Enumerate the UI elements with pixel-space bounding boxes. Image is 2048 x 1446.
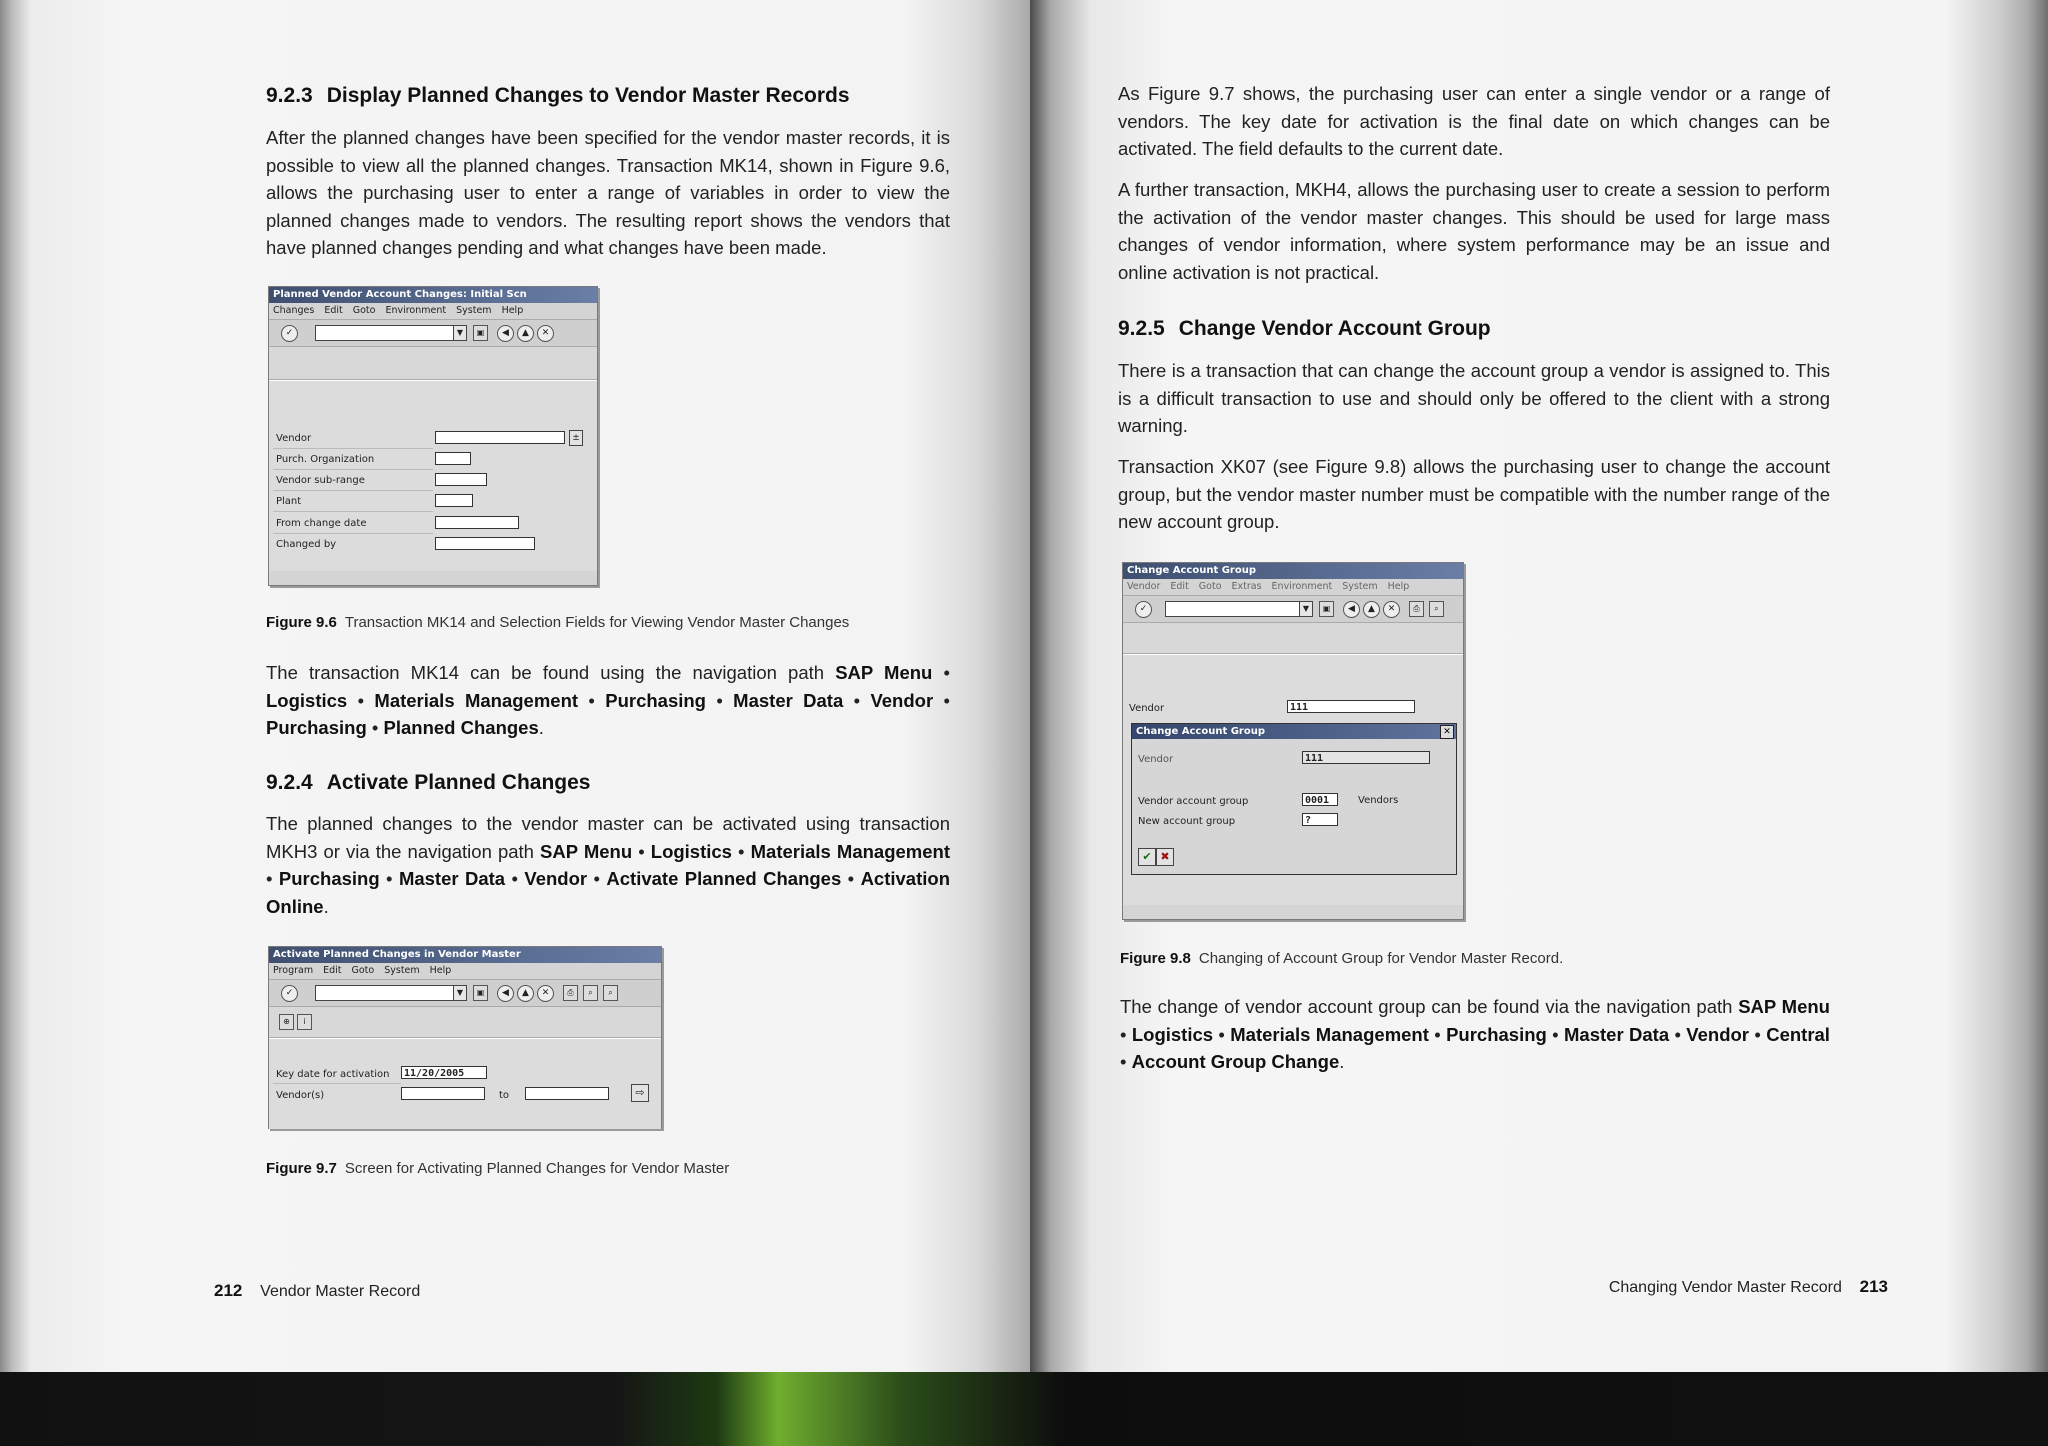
path-separator: • [1120, 1051, 1132, 1072]
page-folio-right [1448, 1277, 1888, 1297]
path-separator: • [731, 840, 751, 862]
field-label-new-account-group: New account group [1138, 816, 1236, 827]
menu-item[interactable]: Help [501, 305, 524, 316]
navigation-paragraph-mk14 [266, 659, 950, 742]
dialog-vendor-value: 111 [1302, 751, 1430, 764]
back-icon[interactable]: ◀ [497, 985, 514, 1002]
cancel-x-icon[interactable]: ✖ [1156, 848, 1174, 866]
paragraph-figure-9-7-explanation: As Figure 9.7 shows, the purchasing user can enter a single vendor or a range of vendors. The key date for activation is the final date on which changes can be activated. The field defaults to the current date. [1118, 83, 1830, 159]
path-step: SAP Menu [835, 662, 933, 683]
changed-by-input[interactable] [435, 537, 535, 550]
path-step: SAP Menu [1738, 996, 1830, 1017]
path-step: Master Data [733, 689, 844, 711]
field-label-purch-org: Purch. Organization [276, 454, 375, 465]
paragraph-text: The change of vendor account group can be found via the navigation path [1120, 996, 1739, 1017]
running-title: Vendor Master Record [260, 1283, 421, 1300]
path-step: Purchasing [1446, 1023, 1547, 1045]
info-icon[interactable]: i [297, 1014, 312, 1030]
vendor-subrange-input[interactable] [435, 473, 487, 486]
path-separator: • [932, 662, 950, 683]
menu-bar [1123, 579, 1463, 595]
cancel-icon[interactable]: ✕ [537, 325, 554, 342]
back-icon[interactable]: ◀ [1343, 601, 1360, 618]
path-step: Master Data [398, 868, 506, 889]
path-separator: • [1120, 1023, 1132, 1045]
standard-toolbar [1123, 595, 1463, 623]
menu-item[interactable]: Goto [352, 305, 376, 316]
caption-text: Changing of Account Group for Vendor Master Record. [1198, 950, 1564, 967]
section-number: 9.2.3 [266, 84, 313, 107]
page-folio-left [214, 1281, 614, 1301]
save-icon[interactable]: ▣ [473, 325, 488, 341]
section-heading-9-2-5 [1118, 317, 1830, 341]
section-title: Change Vendor Account Group [1178, 317, 1491, 340]
main-panel [1123, 654, 1463, 905]
path-step: Vendor [870, 689, 934, 711]
multiple-selection-arrow-icon[interactable]: ⇨ [631, 1084, 649, 1102]
path-separator: • [505, 868, 525, 889]
row-divider [273, 490, 433, 491]
row-divider [273, 533, 433, 534]
find-icon[interactable]: ⌕ [1429, 601, 1444, 617]
navigation-paragraph-mkh3 [266, 810, 950, 920]
menu-item[interactable]: Vendor [1127, 581, 1161, 592]
enter-check-icon[interactable]: ✓ [281, 325, 298, 342]
menu-item[interactable]: System [384, 965, 420, 976]
path-step: SAP Menu [540, 840, 633, 862]
field-label-account-group: Vendor account group [1138, 796, 1249, 807]
path-separator: • [587, 868, 607, 889]
close-icon[interactable]: ✕ [1440, 725, 1454, 739]
background-strip [0, 1360, 2048, 1446]
path-separator: • [1213, 1023, 1231, 1045]
vendor-input[interactable] [435, 431, 565, 444]
account-group-value: 0001 [1302, 793, 1338, 806]
menu-item[interactable]: Program [273, 965, 314, 976]
path-separator: • [843, 689, 871, 711]
menu-item[interactable]: Edit [1170, 581, 1189, 592]
path-separator: • [841, 868, 861, 889]
field-label-vendor: Vendor [276, 433, 312, 444]
new-account-group-input[interactable]: ? [1302, 813, 1338, 826]
menu-item[interactable]: System [1342, 581, 1378, 592]
multiple-selection-icon[interactable]: ± [569, 430, 583, 446]
selection-panel [269, 380, 597, 571]
row-divider [273, 448, 433, 449]
figure-caption-9-6 [266, 614, 966, 631]
selection-panel [269, 1038, 661, 1129]
path-separator: • [1428, 1023, 1447, 1045]
back-icon[interactable]: ◀ [497, 325, 514, 342]
field-label-changed-by: Changed by [276, 539, 337, 550]
cancel-icon[interactable]: ✕ [537, 985, 554, 1002]
path-step: Materials Management [374, 689, 579, 711]
command-field[interactable] [315, 985, 467, 1001]
path-separator: • [366, 717, 384, 738]
caption-label: Figure 9.7 [266, 1160, 337, 1177]
path-step: Logistics [1131, 1023, 1214, 1045]
menu-item[interactable]: Environment [385, 305, 447, 316]
save-icon[interactable]: ▣ [473, 985, 488, 1001]
enter-check-icon[interactable]: ✓ [281, 985, 298, 1002]
window-title: Change Account Group [1123, 563, 1463, 579]
menu-item[interactable]: Edit [324, 305, 343, 316]
paragraph-text: The transaction MK14 can be found using the navigation path [266, 662, 836, 683]
change-account-group-dialog [1131, 723, 1457, 875]
dialog-title [1132, 724, 1456, 739]
account-group-description: Vendors [1358, 795, 1399, 806]
cancel-icon[interactable]: ✕ [1383, 601, 1400, 618]
menu-item[interactable]: Goto [351, 965, 375, 976]
key-date-input[interactable]: 11/20/2005 [401, 1066, 487, 1079]
path-step: Materials Management [1230, 1023, 1429, 1045]
section-number: 9.2.5 [1118, 317, 1165, 340]
path-separator: • [1669, 1023, 1687, 1045]
field-label-vendors: Vendor(s) [276, 1090, 325, 1101]
path-step: Logistics [266, 689, 348, 711]
path-separator: • [632, 840, 651, 862]
exit-icon[interactable]: ▲ [517, 985, 534, 1002]
path-separator: • [933, 689, 950, 711]
section-heading-9-2-4 [266, 771, 956, 795]
path-separator: • [1749, 1023, 1767, 1045]
path-step: Planned Changes [383, 717, 539, 738]
page-number: 213 [1859, 1277, 1888, 1296]
right-page [1030, 0, 2048, 1372]
path-separator: • [1546, 1023, 1565, 1045]
path-step: Purchasing [278, 868, 380, 889]
find-next-icon[interactable]: ⌕ [603, 985, 618, 1001]
field-label-from-change-date: From change date [276, 518, 367, 529]
menu-item[interactable]: Environment [1271, 581, 1333, 592]
menu-item[interactable]: Help [429, 965, 452, 976]
field-label-plant: Plant [276, 496, 302, 507]
field-label-vendor-subrange: Vendor sub-range [276, 475, 365, 486]
page-number: 212 [214, 1281, 243, 1300]
vendor-input[interactable]: 111 [1287, 700, 1415, 713]
path-step: Central [1766, 1023, 1830, 1045]
menu-item[interactable]: Edit [323, 965, 342, 976]
navigation-paragraph-account-group [1120, 993, 1830, 1076]
window-title: Activate Planned Changes in Vendor Master [269, 947, 661, 963]
path-step: Vendor [1686, 1023, 1750, 1045]
running-title: Changing Vendor Master Record [1608, 1279, 1842, 1296]
application-toolbar [269, 1007, 661, 1038]
confirm-check-icon[interactable]: ✔ [1138, 848, 1156, 866]
window-title: Planned Vendor Account Changes: Initial Scn [269, 287, 597, 303]
menu-item[interactable]: System [456, 305, 492, 316]
execute-icon[interactable]: ⊕ [279, 1014, 294, 1030]
row-divider [273, 511, 433, 512]
dropdown-icon[interactable]: ▼ [453, 326, 466, 340]
exit-icon[interactable]: ▲ [1363, 601, 1380, 618]
standard-toolbar [269, 979, 661, 1007]
section-paragraph: After the planned changes have been specified for the vendor master records, it is possible to view all the planned changes. Transaction MK14, shown in Figure 9.6, allows the purchasing user to enter a range of variables in order to view the planned changes made to vendors. The resulting report shows the vendors that have planned changes pending and what changes have been made. [266, 127, 950, 258]
row-divider [273, 1083, 401, 1084]
command-field[interactable] [315, 325, 467, 341]
application-toolbar [1123, 623, 1463, 654]
row-divider [273, 469, 433, 470]
field-label-dialog-vendor: Vendor [1138, 754, 1174, 765]
plant-input[interactable] [435, 494, 473, 507]
paragraph-xk07: Transaction XK07 (see Figure 9.8) allows the purchasing user to change the account group, but the vendor master number must be compatible with the number range of the new account group. [1118, 456, 1830, 532]
section-number: 9.2.4 [266, 771, 313, 794]
sap-window-mk14 [268, 286, 598, 586]
path-step: Purchasing [266, 717, 367, 738]
paragraph-account-group-warning: There is a transaction that can change the account group a vendor is assigned to. This is a difficult transaction to use and should only be offered to the client with a strong warning. [1118, 360, 1830, 436]
dropdown-icon[interactable]: ▼ [1299, 602, 1312, 616]
section-title: Activate Planned Changes [326, 771, 591, 794]
path-step: Vendor [524, 868, 588, 889]
find-icon[interactable]: ⌕ [583, 985, 598, 1001]
section-title: Display Planned Changes to Vendor Master Records [326, 84, 850, 107]
menu-item[interactable]: Goto [1198, 581, 1222, 592]
path-separator: • [266, 868, 279, 889]
path-step: Logistics [650, 840, 732, 862]
vendor-from-input[interactable] [401, 1087, 485, 1100]
purch-org-input[interactable] [435, 452, 471, 465]
application-toolbar [269, 347, 597, 380]
path-separator: . [538, 717, 544, 738]
caption-text: Transaction MK14 and Selection Fields for Viewing Vendor Master Changes [344, 614, 850, 631]
path-separator: • [347, 689, 375, 711]
paragraph-mkh4: A further transaction, MKH4, allows the purchasing user to create a session to perform the activation of the vendor master changes. This should be used for large mass changes of vendor information, where system performance may be an issue and online activation is not practical. [1118, 179, 1830, 283]
dropdown-icon[interactable]: ▼ [453, 986, 466, 1000]
from-change-date-input[interactable] [435, 516, 519, 529]
path-step: Master Data [1564, 1023, 1670, 1045]
menu-item[interactable]: Help [1387, 581, 1410, 592]
path-step: Activate Planned Changes [606, 868, 842, 889]
path-separator: • [379, 868, 399, 889]
sap-window-mkh3 [268, 946, 662, 1129]
save-icon[interactable]: ▣ [1319, 601, 1334, 617]
menu-item[interactable]: Changes [273, 305, 315, 316]
paragraph-text: The planned changes to the vendor master can be activated using transaction MKH3 or via the navigation path [266, 813, 950, 862]
path-step: Activation Online [266, 868, 950, 917]
menu-bar [269, 303, 597, 319]
path-step: Account Group Change [1131, 1051, 1340, 1072]
left-page [0, 0, 1030, 1372]
path-separator: . [323, 895, 329, 917]
path-separator: . [1339, 1051, 1345, 1072]
command-field[interactable] [1165, 601, 1313, 617]
figure-caption-9-7 [266, 1160, 966, 1177]
path-step: Materials Management [750, 840, 950, 862]
field-label-key-date: Key date for activation [276, 1069, 390, 1080]
caption-label: Figure 9.8 [1120, 950, 1191, 967]
enter-check-icon[interactable]: ✓ [1135, 601, 1152, 618]
caption-text: Screen for Activating Planned Changes for Vendor Master [344, 1160, 730, 1177]
standard-toolbar [269, 319, 597, 347]
path-separator: • [578, 689, 606, 711]
print-icon[interactable]: ⎙ [563, 985, 578, 1001]
vendor-to-input[interactable] [525, 1087, 609, 1100]
path-separator: • [705, 689, 734, 711]
print-icon[interactable]: ⎙ [1409, 601, 1424, 617]
figure-caption-9-8 [1120, 950, 1820, 967]
menu-item[interactable]: Extras [1231, 581, 1262, 592]
caption-label: Figure 9.6 [266, 614, 337, 631]
path-step: Purchasing [605, 689, 706, 711]
section-heading-9-2-3 [266, 84, 956, 108]
field-label-vendor: Vendor [1129, 703, 1165, 714]
range-to-label: to [499, 1090, 510, 1101]
sap-window-xk07 [1122, 562, 1464, 920]
menu-bar [269, 963, 661, 979]
dialog-title-text: Change Account Group [1136, 726, 1265, 737]
exit-icon[interactable]: ▲ [517, 325, 534, 342]
